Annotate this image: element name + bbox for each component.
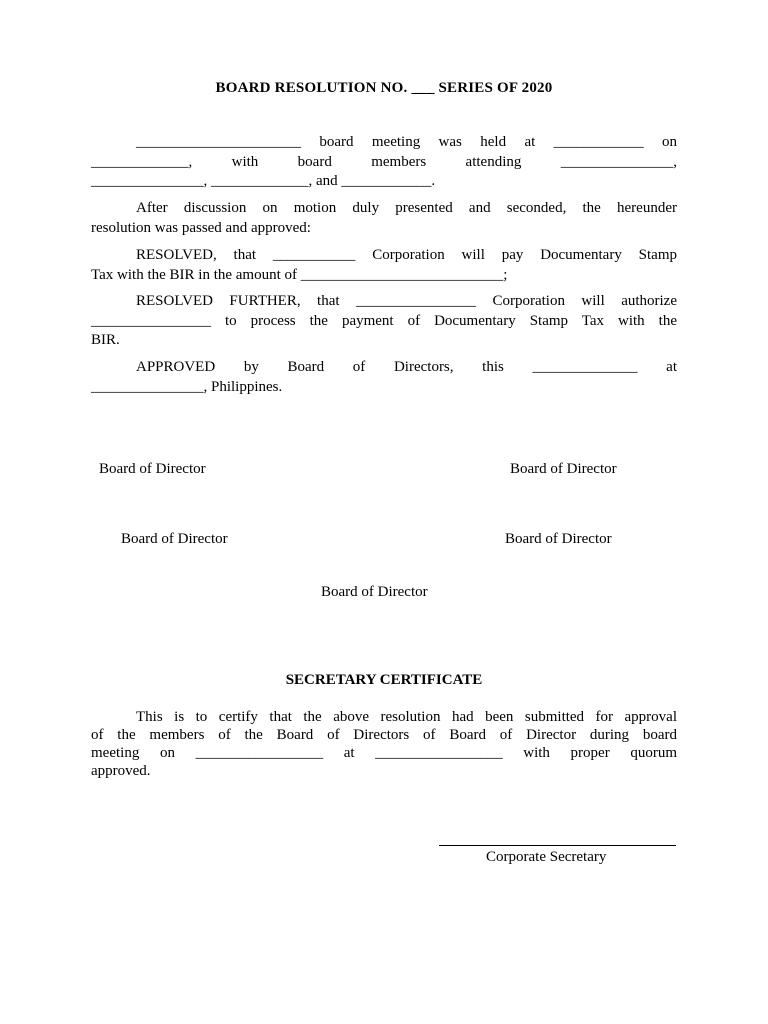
director-signature-1: Board of Director — [99, 461, 206, 477]
resolved-line-2: Tax with the BIR in the amount of ___________________________; — [91, 266, 508, 283]
approved-line-1: APPROVED by Board of Directors, this ______________ at — [136, 359, 677, 375]
paragraph-certificate — [91, 708, 677, 780]
resolved-further-line-3: BIR. — [91, 332, 120, 348]
paragraph-resolved-further — [91, 292, 677, 351]
director-signature-3: Board of Director — [121, 531, 228, 547]
approved-line-2: _______________, Philippines. — [91, 378, 283, 395]
director-signature-2: Board of Director — [510, 461, 617, 477]
certificate-line-2: of the members of the Board of Directors of Board of Director during board — [91, 727, 677, 743]
resolution-title: BOARD RESOLUTION NO. ___ SERIES OF 2020 — [215, 80, 553, 96]
secretary-signature-line — [439, 845, 676, 846]
resolved-further-line-2: ________________ to process the payment of Documentary Stamp Tax with the — [91, 312, 677, 329]
paragraph-meeting — [91, 133, 677, 192]
director-signature-4: Board of Director — [505, 531, 612, 547]
meeting-line-1: ______________________ board meeting was held at ____________ on — [136, 134, 677, 150]
paragraph-resolved — [91, 246, 677, 285]
certificate-line-1: This is to certify that the above resolution had been submitted for approval — [136, 709, 677, 725]
discussion-line-1: After discussion on motion duly presented and seconded, the hereunder — [136, 200, 677, 216]
certificate-title: SECRETARY CERTIFICATE — [285, 672, 483, 688]
resolved-further-line-1: RESOLVED FURTHER, that ________________ Corporation will authorize — [136, 293, 677, 309]
discussion-line-2: resolution was passed and approved: — [91, 219, 311, 236]
paragraph-approved — [91, 358, 677, 397]
meeting-line-3: _______________, _____________, and ____________. — [91, 173, 436, 189]
paragraph-discussion — [91, 199, 677, 238]
secretary-label: Corporate Secretary — [486, 849, 607, 865]
certificate-line-3: meeting on _________________ at _________________ with proper quorum — [91, 745, 677, 761]
certificate-line-4: approved. — [91, 763, 151, 779]
director-signature-5: Board of Director — [321, 584, 428, 600]
resolved-line-1: RESOLVED, that ___________ Corporation will pay Documentary Stamp — [136, 247, 677, 263]
meeting-line-2: _____________, with board members attending _______________, — [91, 153, 677, 170]
